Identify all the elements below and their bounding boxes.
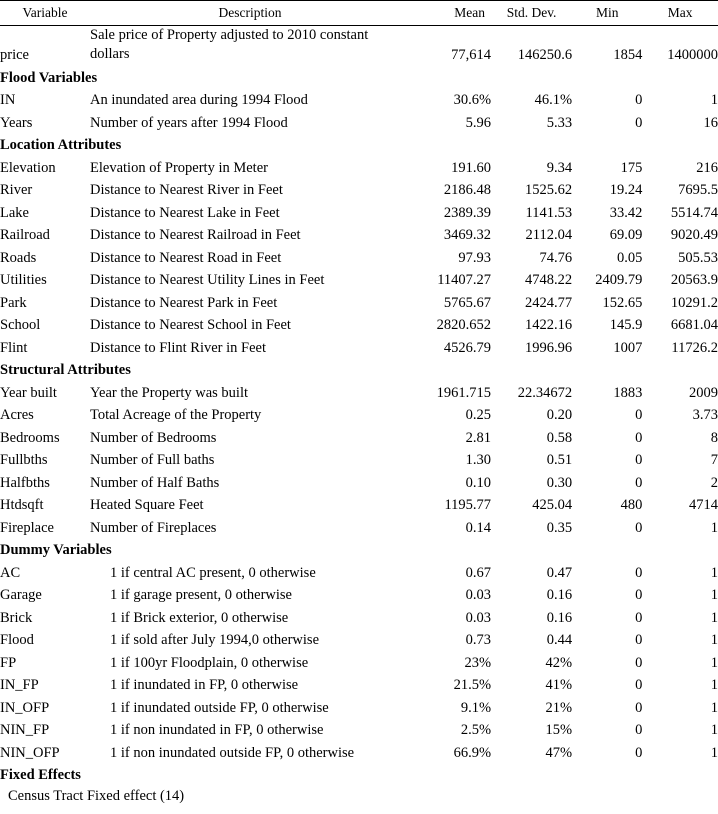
table-row bbox=[0, 672, 718, 695]
variable-cell: Year built bbox=[0, 384, 57, 401]
std-dev-cell: 15% bbox=[545, 722, 573, 738]
mean-cell: 5.96 bbox=[465, 114, 492, 131]
mean-cell: 0.03 bbox=[465, 609, 492, 626]
variable-cell: Utilities bbox=[0, 272, 47, 288]
variable-cell: Lake bbox=[0, 204, 29, 221]
table-row bbox=[0, 514, 718, 537]
max-cell: 1 bbox=[710, 564, 718, 581]
std-dev-cell: 74.76 bbox=[539, 249, 573, 266]
variable-cell: Railroad bbox=[0, 227, 50, 243]
std-dev-cell: 0.35 bbox=[546, 519, 573, 536]
std-dev-cell: 425.04 bbox=[532, 497, 573, 513]
table-row bbox=[0, 627, 718, 650]
table-row bbox=[0, 267, 718, 290]
std-dev-cell: 0.58 bbox=[546, 429, 573, 446]
variable-cell: IN_OFP bbox=[0, 699, 50, 716]
min-cell: 0 bbox=[635, 429, 643, 446]
section-header-row bbox=[0, 132, 718, 155]
description-cell: Number of years after 1994 Flood bbox=[90, 114, 288, 131]
max-cell: 11726.2 bbox=[671, 339, 718, 356]
description-cell: Sale price of Property adjusted to 2010 constant dollars bbox=[90, 27, 369, 62]
description-cell: An inundated area during 1994 Flood bbox=[90, 92, 308, 108]
section-title: Flood Variables bbox=[0, 69, 98, 86]
section-header-row bbox=[0, 537, 718, 560]
min-cell: 1854 bbox=[613, 47, 643, 63]
std-dev-cell: 0.47 bbox=[546, 564, 573, 581]
max-cell: 2 bbox=[710, 474, 718, 491]
std-dev-cell: 1525.62 bbox=[524, 182, 573, 198]
max-cell: 216 bbox=[696, 159, 718, 176]
variable-cell: Elevation bbox=[0, 159, 56, 176]
variable-cell: Garage bbox=[0, 587, 42, 603]
min-cell: 2409.79 bbox=[595, 272, 643, 288]
header-max: Max bbox=[642, 1, 718, 26]
table-row bbox=[0, 87, 718, 110]
mean-cell: 0.73 bbox=[465, 632, 492, 648]
min-cell: 0 bbox=[635, 654, 643, 671]
description-cell: 1 if inundated outside FP, 0 otherwise bbox=[110, 699, 329, 716]
min-cell: 0 bbox=[635, 474, 643, 491]
variable-cell: River bbox=[0, 182, 33, 198]
variable-cell: Acres bbox=[0, 407, 34, 423]
variable-cell: Halfbths bbox=[0, 474, 50, 491]
mean-cell: 5765.67 bbox=[443, 294, 492, 311]
std-dev-cell: 0.44 bbox=[546, 632, 573, 648]
max-cell: 3.73 bbox=[692, 407, 718, 423]
description-cell: 1 if central AC present, 0 otherwise bbox=[110, 564, 316, 581]
std-dev-cell: 21% bbox=[545, 699, 573, 716]
mean-cell: 2.5% bbox=[460, 722, 492, 738]
variable-cell: IN_FP bbox=[0, 677, 39, 693]
mean-cell: 9.1% bbox=[460, 699, 492, 716]
mean-cell: 97.93 bbox=[458, 249, 492, 266]
min-cell: 0 bbox=[635, 114, 643, 131]
table-row bbox=[0, 244, 718, 267]
mean-cell: 0.67 bbox=[465, 564, 492, 581]
std-dev-cell: 1422.16 bbox=[524, 317, 573, 333]
min-cell: 1883 bbox=[613, 384, 643, 401]
header-min: Min bbox=[572, 1, 642, 26]
description-cell: Distance to Nearest Park in Feet bbox=[90, 294, 278, 311]
description-cell: 1 if Brick exterior, 0 otherwise bbox=[110, 609, 289, 626]
max-cell: 2009 bbox=[689, 384, 718, 401]
min-cell: 19.24 bbox=[609, 182, 643, 198]
min-cell: 0 bbox=[635, 744, 643, 761]
min-cell: 152.65 bbox=[602, 294, 643, 311]
mean-cell: 77,614 bbox=[451, 47, 492, 63]
min-cell: 0 bbox=[635, 677, 643, 693]
std-dev-cell: 1996.96 bbox=[524, 339, 573, 356]
variable-cell: price bbox=[0, 47, 29, 63]
max-cell: 1 bbox=[710, 722, 718, 738]
min-cell: 69.09 bbox=[609, 227, 643, 243]
mean-cell: 23% bbox=[464, 654, 492, 671]
min-cell: 0 bbox=[635, 587, 643, 603]
variable-cell: FP bbox=[0, 654, 17, 671]
min-cell: 0.05 bbox=[616, 249, 643, 266]
std-dev-cell: 42% bbox=[545, 654, 573, 671]
std-dev-cell: 146250.6 bbox=[517, 47, 573, 63]
mean-cell: 30.6% bbox=[453, 92, 492, 108]
min-cell: 1007 bbox=[613, 339, 643, 356]
mean-cell: 0.14 bbox=[465, 519, 492, 536]
std-dev-cell: 0.20 bbox=[546, 407, 573, 423]
variable-cell: Years bbox=[0, 114, 33, 131]
fixed-effects-note: Census Tract Fixed effect (14) bbox=[8, 788, 185, 804]
mean-cell: 191.60 bbox=[451, 159, 492, 176]
std-dev-cell: 22.34672 bbox=[517, 384, 573, 401]
description-cell: Number of Fireplaces bbox=[90, 519, 217, 536]
description-cell: 1 if inundated in FP, 0 otherwise bbox=[110, 677, 299, 693]
variable-cell: Bedrooms bbox=[0, 429, 60, 446]
description-cell: Distance to Flint River in Feet bbox=[90, 339, 266, 356]
std-dev-cell: 2424.77 bbox=[524, 294, 573, 311]
description-cell: Distance to Nearest Railroad in Feet bbox=[90, 227, 301, 243]
description-cell: 1 if sold after July 1994,0 otherwise bbox=[110, 632, 320, 648]
section-title: Fixed Effects bbox=[0, 767, 81, 783]
max-cell: 7 bbox=[710, 452, 718, 468]
max-cell: 5514.74 bbox=[670, 204, 718, 221]
std-dev-cell: 9.34 bbox=[546, 159, 573, 176]
table-row bbox=[0, 289, 718, 312]
mean-cell: 1.30 bbox=[465, 452, 492, 468]
description-cell: 1 if 100yr Floodplain, 0 otherwise bbox=[110, 654, 309, 671]
variable-cell: NIN_FP bbox=[0, 722, 50, 738]
std-dev-cell: 0.16 bbox=[546, 609, 573, 626]
table-row bbox=[0, 424, 718, 447]
min-cell: 0 bbox=[635, 632, 643, 648]
mean-cell: 2186.48 bbox=[443, 182, 492, 198]
min-cell: 0 bbox=[635, 407, 643, 423]
max-cell: 1 bbox=[710, 699, 718, 716]
description-cell: 1 if garage present, 0 otherwise bbox=[110, 587, 292, 603]
max-cell: 1 bbox=[710, 744, 718, 761]
variable-cell: Fireplace bbox=[0, 519, 54, 536]
section-header-row bbox=[0, 64, 718, 87]
min-cell: 0 bbox=[635, 92, 643, 108]
max-cell: 1 bbox=[710, 519, 718, 536]
variable-cell: IN bbox=[0, 92, 16, 108]
variable-cell: Flint bbox=[0, 339, 28, 356]
max-cell: 6681.04 bbox=[670, 317, 718, 333]
variable-cell: AC bbox=[0, 564, 21, 581]
table-row bbox=[0, 402, 718, 425]
max-cell: 505.53 bbox=[678, 249, 718, 266]
description-cell: Total Acreage of the Property bbox=[90, 407, 262, 423]
table-row bbox=[0, 109, 718, 132]
std-dev-cell: 46.1% bbox=[534, 92, 573, 108]
mean-cell: 0.03 bbox=[465, 587, 492, 603]
variable-cell: Flood bbox=[0, 632, 34, 648]
std-dev-cell: 0.30 bbox=[546, 474, 573, 491]
table-row bbox=[0, 312, 718, 335]
description-cell: Distance to Nearest Lake in Feet bbox=[90, 204, 280, 221]
table-row bbox=[0, 469, 718, 492]
max-cell: 1 bbox=[710, 677, 718, 693]
max-cell: 1 bbox=[710, 92, 718, 108]
header-mean: Mean bbox=[410, 1, 491, 26]
table-row bbox=[0, 559, 718, 582]
description-cell: Distance to Nearest School in Feet bbox=[90, 317, 291, 333]
max-cell: 4714 bbox=[689, 497, 718, 513]
min-cell: 0 bbox=[635, 699, 643, 716]
table-row bbox=[0, 582, 718, 605]
mean-cell: 0.10 bbox=[465, 474, 492, 491]
max-cell: 20563.9 bbox=[670, 272, 718, 288]
mean-cell: 2820.652 bbox=[436, 317, 492, 333]
description-cell: 1 if non inundated in FP, 0 otherwise bbox=[110, 722, 324, 738]
table-row bbox=[0, 334, 718, 357]
max-cell: 1 bbox=[710, 609, 718, 626]
variable-cell: Brick bbox=[0, 609, 33, 626]
header-variable: Variable bbox=[0, 1, 90, 26]
std-dev-cell: 2112.04 bbox=[525, 227, 573, 243]
min-cell: 33.42 bbox=[609, 204, 643, 221]
min-cell: 0 bbox=[635, 609, 643, 626]
max-cell: 1 bbox=[710, 587, 718, 603]
variable-cell: Roads bbox=[0, 249, 37, 266]
table-row bbox=[0, 222, 718, 245]
mean-cell: 66.9% bbox=[453, 744, 492, 761]
max-cell: 1 bbox=[710, 632, 718, 648]
max-cell: 1 bbox=[710, 654, 718, 671]
std-dev-cell: 1141.53 bbox=[525, 204, 573, 221]
table-row bbox=[0, 649, 718, 672]
section-header-row bbox=[0, 762, 718, 785]
table-row bbox=[0, 26, 718, 65]
description-cell: Year the Property was built bbox=[90, 384, 249, 401]
table-row bbox=[0, 447, 718, 470]
section-title: Location Attributes bbox=[0, 137, 122, 153]
description-cell: Number of Bedrooms bbox=[90, 429, 217, 446]
variable-cell: Htdsqft bbox=[0, 497, 44, 513]
mean-cell: 4526.79 bbox=[443, 339, 492, 356]
mean-cell: 1961.715 bbox=[436, 384, 492, 401]
table-row bbox=[0, 717, 718, 740]
header-std-dev: Std. Dev. bbox=[491, 1, 572, 26]
max-cell: 16 bbox=[703, 114, 718, 131]
description-cell: Heated Square Feet bbox=[90, 497, 204, 513]
mean-cell: 2.81 bbox=[465, 429, 492, 446]
table-row bbox=[0, 604, 718, 627]
description-cell: 1 if non inundated outside FP, 0 otherwise bbox=[110, 744, 355, 761]
variable-cell: Fullbths bbox=[0, 452, 48, 468]
table-header-row bbox=[0, 1, 718, 26]
min-cell: 0 bbox=[635, 519, 643, 536]
min-cell: 0 bbox=[635, 452, 643, 468]
description-cell: Number of Half Baths bbox=[90, 474, 220, 491]
mean-cell: 21.5% bbox=[453, 677, 492, 693]
table-body bbox=[0, 26, 718, 785]
min-cell: 0 bbox=[635, 722, 643, 738]
table-row bbox=[0, 739, 718, 762]
section-title: Structural Attributes bbox=[0, 362, 131, 378]
std-dev-cell: 0.16 bbox=[546, 587, 573, 603]
std-dev-cell: 41% bbox=[545, 677, 573, 693]
mean-cell: 0.25 bbox=[465, 407, 492, 423]
section-header-row bbox=[0, 357, 718, 380]
min-cell: 175 bbox=[620, 159, 643, 176]
table-row bbox=[0, 177, 718, 200]
min-cell: 0 bbox=[635, 564, 643, 581]
max-cell: 9020.49 bbox=[670, 227, 718, 243]
std-dev-cell: 47% bbox=[545, 744, 573, 761]
section-title: Dummy Variables bbox=[0, 542, 112, 558]
min-cell: 480 bbox=[620, 497, 643, 513]
description-cell: Distance to Nearest River in Feet bbox=[90, 182, 283, 198]
mean-cell: 11407.27 bbox=[437, 272, 492, 288]
variable-cell: Park bbox=[0, 294, 27, 311]
description-cell: Elevation of Property in Meter bbox=[90, 159, 268, 176]
max-cell: 10291.2 bbox=[670, 294, 718, 311]
variable-cell: NIN_OFP bbox=[0, 744, 60, 761]
table-row bbox=[0, 694, 718, 717]
mean-cell: 1195.77 bbox=[444, 497, 492, 513]
header-description: Description bbox=[90, 1, 410, 26]
mean-cell: 3469.32 bbox=[443, 227, 492, 243]
variable-cell: School bbox=[0, 317, 41, 333]
table-row bbox=[0, 199, 718, 222]
std-dev-cell: 4748.22 bbox=[524, 272, 573, 288]
std-dev-cell: 0.51 bbox=[546, 452, 573, 468]
table-row bbox=[0, 379, 718, 402]
max-cell: 1400000 bbox=[667, 47, 718, 63]
description-cell: Distance to Nearest Utility Lines in Feet bbox=[90, 272, 325, 288]
description-cell: Number of Full baths bbox=[90, 452, 215, 468]
table-row bbox=[0, 154, 718, 177]
max-cell: 7695.5 bbox=[678, 182, 718, 198]
min-cell: 145.9 bbox=[609, 317, 643, 333]
description-cell: Distance to Nearest Road in Feet bbox=[90, 249, 282, 266]
std-dev-cell: 5.33 bbox=[546, 114, 573, 131]
max-cell: 8 bbox=[710, 429, 718, 446]
table-row bbox=[0, 492, 718, 515]
mean-cell: 2389.39 bbox=[443, 204, 492, 221]
